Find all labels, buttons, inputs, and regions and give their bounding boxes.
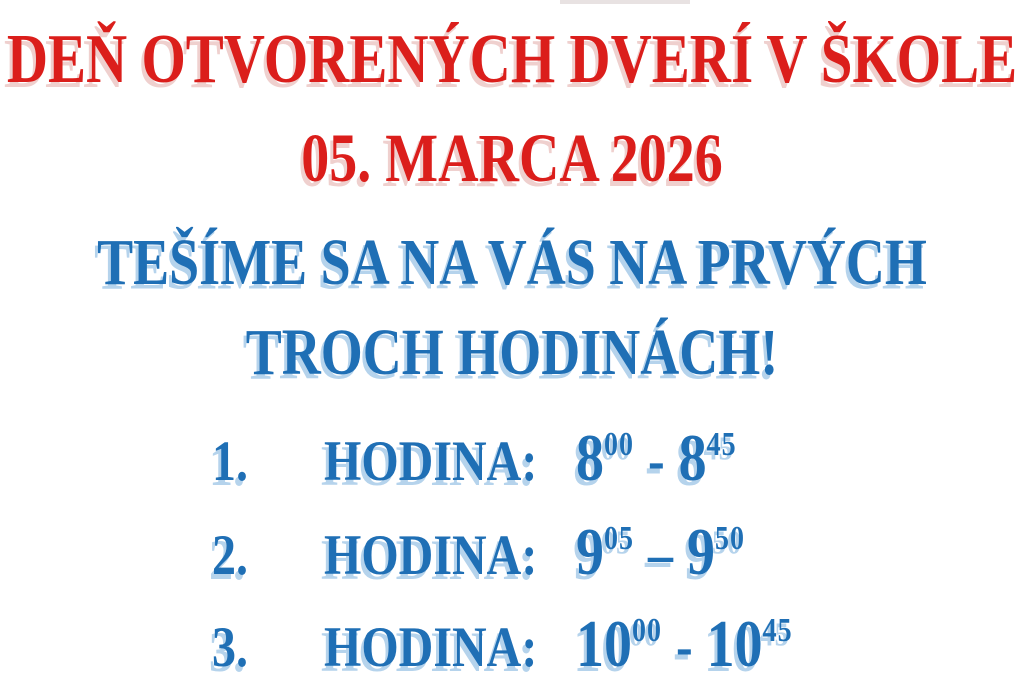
- poster-title: DEŇ OTVORENÝCH DVERÍ V ŠKOLE: [6, 21, 1018, 99]
- start-minutes: 00: [604, 425, 634, 464]
- schedule-row-number: 3.: [212, 615, 248, 680]
- start-hour: 8: [576, 421, 604, 496]
- start-minutes: 00: [632, 611, 662, 650]
- schedule-row-time: [576, 606, 793, 683]
- schedule-row-label: HODINA:: [324, 523, 538, 588]
- time-range-dash: -: [648, 426, 665, 494]
- poster-subtitle-line2: TROCH HODINÁCH!: [245, 315, 779, 389]
- schedule-row-label: HODINA:: [324, 615, 538, 680]
- schedule-row-2: [212, 514, 745, 591]
- end-hour: 10: [706, 607, 763, 682]
- schedule-row-label: HODINA:: [324, 429, 538, 494]
- end-minutes: 50: [715, 519, 745, 558]
- end-hour: 9: [687, 515, 715, 590]
- end-minutes: 45: [762, 611, 793, 650]
- schedule-row-1: [212, 420, 737, 497]
- start-minutes: 05: [604, 519, 634, 558]
- start-hour: 9: [576, 515, 604, 590]
- schedule-row-number: 1.: [212, 429, 248, 494]
- schedule-row-3: [212, 606, 793, 683]
- poster-date: 05. MARCA 2026: [301, 121, 723, 197]
- top-crop-artifact: [560, 0, 690, 4]
- schedule-row-time: [576, 420, 737, 497]
- end-hour: 8: [678, 421, 707, 496]
- schedule-row-time: [576, 514, 745, 591]
- poster-subtitle-line1: TEŠÍME SA NA VÁS NA PRVÝCH: [97, 225, 927, 299]
- start-hour: 10: [576, 607, 632, 682]
- time-range-dash: –: [648, 520, 673, 588]
- schedule-row-number: 2.: [212, 523, 248, 588]
- time-range-dash: -: [676, 612, 693, 680]
- end-minutes: 45: [706, 425, 737, 464]
